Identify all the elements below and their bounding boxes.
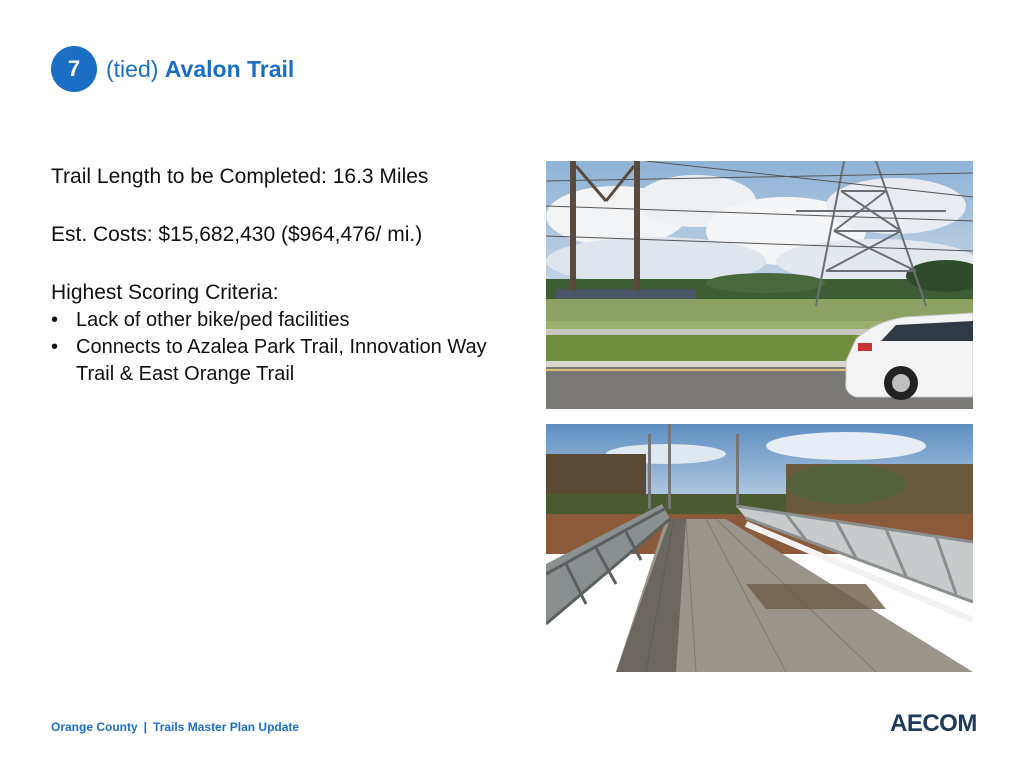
- criteria-text: Lack of other bike/ped facilities: [76, 309, 350, 331]
- bullet-icon: •: [51, 309, 59, 331]
- criteria-item: [51, 334, 521, 388]
- slide-number: 7: [67, 56, 81, 81]
- title-prefix: (tied): [106, 56, 159, 82]
- criteria-item: [51, 307, 521, 334]
- slide-number-badge: [51, 46, 97, 92]
- trail-details: [51, 163, 521, 388]
- estimated-costs: Est. Costs: $15,682,430 ($964,476/ mi.): [51, 223, 423, 246]
- corridor-road-photo: [546, 161, 973, 409]
- criteria-heading: Highest Scoring Criteria:: [51, 281, 279, 304]
- aecom-logo: [890, 710, 977, 740]
- criteria-text: Connects to Azalea Park Trail, Innovation Way Trail & East Orange Trail: [76, 336, 487, 385]
- slide-title: [106, 54, 294, 84]
- footer-separator: |: [143, 720, 148, 734]
- footer-doc: Trails Master Plan Update: [153, 720, 300, 734]
- truss-bridge-photo: [546, 424, 973, 672]
- trail-length: Trail Length to be Completed: 16.3 Miles: [51, 165, 429, 188]
- footer-org: Orange County: [51, 720, 138, 734]
- trail-name: Avalon Trail: [164, 56, 295, 82]
- criteria-list: [51, 307, 521, 388]
- footer: [51, 720, 299, 734]
- logo-text: AECOM: [890, 710, 977, 737]
- bullet-icon: •: [51, 336, 59, 358]
